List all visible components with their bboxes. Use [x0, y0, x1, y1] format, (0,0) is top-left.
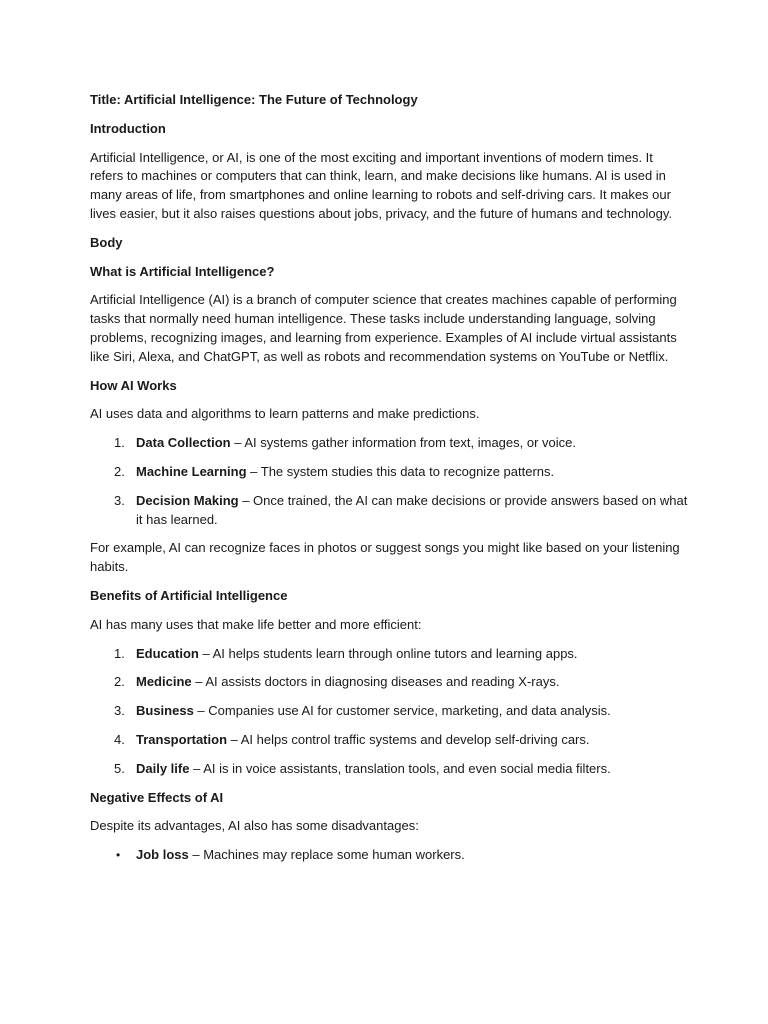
list-item-term: Transportation	[136, 731, 228, 747]
how-ai-works-example: For example, AI can recognize faces in photos or suggest songs you might like based on your listening habits.	[90, 540, 680, 575]
list-item-description: – AI assists doctors in diagnosing diseases and reading X-rays.	[191, 674, 560, 690]
how-ai-works-list	[90, 434, 688, 529]
list-item-description: – Once trained, the AI can make decisions or provide answers based on what it has learned.	[136, 492, 688, 527]
how-ai-works-heading: How AI Works	[90, 377, 177, 393]
introduction-heading: Introduction	[90, 120, 166, 136]
list-item-description: – Companies use AI for customer service, marketing, and data analysis.	[193, 703, 611, 719]
list-item-description: – The system studies this data to recognize patterns.	[246, 463, 555, 479]
list-item	[90, 492, 688, 530]
list-item-description: – AI is in voice assistants, translation tools, and even social media filters.	[189, 760, 611, 776]
list-item	[90, 760, 688, 779]
list-item-term: Machine Learning	[136, 463, 247, 479]
list-item-term: Business	[136, 703, 194, 719]
list-item	[90, 463, 688, 482]
list-item	[90, 673, 688, 692]
list-number: 2.	[114, 674, 125, 690]
list-number: 2.	[114, 463, 125, 479]
list-number: 3.	[114, 703, 125, 719]
list-number: 4.	[114, 731, 125, 747]
list-item-term: Medicine	[136, 674, 192, 690]
what-is-ai-paragraph: Artificial Intelligence (AI) is a branch of computer science that creates machines capable of performing tasks that normally need human intelligence. These tasks include understanding language, solving problems, recognizing images, and learning from experience. Examples of AI include virtual assistants like Siri, Alexa, and ChatGPT, as well as robots and recommendation systems on YouTube or Netflix.	[90, 292, 677, 364]
list-number: 5.	[114, 760, 125, 776]
list-item-term: Data Collection	[136, 435, 231, 451]
what-is-ai-heading: What is Artificial Intelligence?	[90, 263, 275, 279]
list-item	[90, 702, 688, 721]
list-item-description: – AI systems gather information from text, images, or voice.	[230, 435, 576, 451]
benefits-list	[90, 645, 688, 779]
list-item	[90, 846, 688, 865]
negative-effects-list	[90, 846, 688, 865]
bullet-icon: •	[116, 848, 121, 863]
list-item	[90, 731, 688, 750]
list-item-description: – Machines may replace some human workers.	[188, 847, 465, 863]
list-item-description: – AI helps students learn through online tutors and learning apps.	[198, 645, 578, 661]
negative-effects-heading: Negative Effects of AI	[90, 789, 224, 805]
document-title: Title: Artificial Intelligence: The Future of Technology	[90, 92, 418, 107]
introduction-paragraph: Artificial Intelligence, or AI, is one of the most exciting and important inventions of modern times. It refers to machines or computers that can think, learn, and make decisions like humans. AI is used in many areas of life, from smartphones and online learning to robots and self-driving cars. It makes our lives easier, but it also raises questions about jobs, privacy, and the future of humans and technology.	[90, 149, 672, 221]
benefits-intro: AI has many uses that make life better and more efficient:	[90, 616, 422, 632]
list-number: 1.	[114, 435, 125, 451]
list-item-term: Decision Making	[136, 492, 239, 508]
list-number: 3.	[114, 492, 125, 508]
negative-effects-intro: Despite its advantages, AI also has some disadvantages:	[90, 818, 419, 834]
how-ai-works-intro: AI uses data and algorithms to learn patterns and make predictions.	[90, 406, 480, 422]
body-heading: Body	[90, 234, 123, 250]
benefits-heading: Benefits of Artificial Intelligence	[90, 587, 288, 603]
list-item	[90, 434, 688, 453]
list-number: 1.	[114, 645, 125, 661]
list-item-description: – AI helps control traffic systems and develop self-driving cars.	[227, 731, 590, 747]
list-item-term: Education	[136, 645, 199, 661]
list-item	[90, 645, 688, 664]
list-item-term: Daily life	[136, 760, 190, 776]
list-item-term: Job loss	[136, 847, 189, 863]
